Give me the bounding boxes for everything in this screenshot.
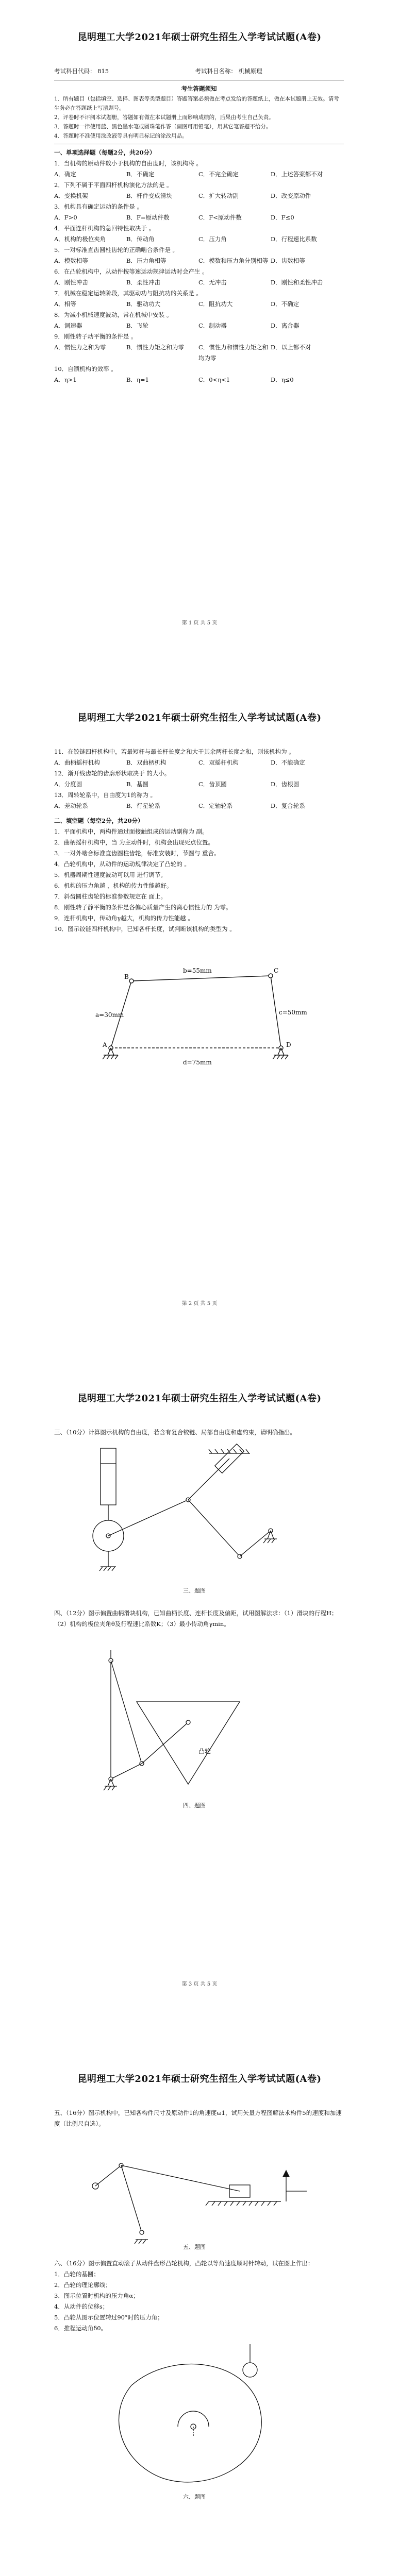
notices-list: 1．所有题目（包括填空、选择、图表等类型题目）答题答案必须做在考点发给的答题纸上，做在本试题册上无效。请考生务必在答题纸上写清题号。 2．评卷时不评阅本试题册，答题如有做在本试题册上而影响成绩的，后果由考生自己负责。 3．答题时一律使用蓝、黑色墨水笔或圆珠笔作答（画图可用铅笔），用其它笔答题不给分。 4．答题时不准使用涂改液等具有明显标记的涂改用品。 [54, 96, 339, 139]
question-6: 六、（16分）图示偏置直动滚子从动件盘形凸轮机构，凸轮以等角速度顺时针转动，试在图上作出： [54, 2260, 314, 2267]
page-4 [0, 2042, 399, 2576]
fill-item: 4．凸轮机构中，从动件的运动规律决定了凸轮的 。 [54, 860, 190, 868]
fill-item: 9．连杆机构中，传动角γ越大，机构的传力性能越 。 [54, 914, 194, 922]
fill-item: 6．机构的压力角越 ，机构的传力性能越好。 [54, 882, 173, 889]
question-5: 五、（16分）图示机构中，已知各构件尺寸及原动件1的角速度ω1，试用矢量方程图解法求构件5的速度和加速度（比例尺自选）。 [54, 2109, 342, 2127]
question: 2．下列不属于平面四杆机构演化方法的是 。 A．变换机架 B．杆件变成滑块 C．扩大转动副 D．改变原动件 [54, 181, 311, 199]
slider-crank-figure [54, 1630, 344, 1815]
figure-note: 凸轮 [198, 1748, 211, 1755]
question: 3．机构具有确定运动的条件是 。 A．F>0 B．F=原动件数 C．F<原动件数 D．F≤0 [54, 203, 294, 221]
link-length-b: b=55mm [183, 967, 212, 974]
fill-item: 8．刚性转子静平衡的条件是各偏心质量产生的离心惯性力的 为零。 [54, 904, 232, 911]
fill-item: 10．图示铰链四杆机构中，已知各杆长度，试判断该机构的类型为 。 [54, 925, 236, 933]
question: 10．自锁机构的效率 。 A．η>1 B．η=1 C．0<η<1 D．η≤0 [54, 365, 294, 383]
link-length-a: a=30mm [95, 1011, 124, 1019]
page-title: 昆明理工大学2021年硕士研究生招生入学考试试题(A卷) [77, 2074, 322, 2084]
notice-title: 考生答题须知 [181, 85, 217, 92]
fill-item: 5．机器周期性速度波动可以用 进行调节。 [54, 871, 167, 878]
figure-caption: 六、题图 [183, 2494, 206, 2500]
fill-item: 3．一对外啮合标准直齿圆柱齿轮，标准安装时，节圆与 重合。 [54, 850, 220, 857]
page-title: 昆明理工大学2021年硕士研究生招生入学考试试题(A卷) [77, 713, 322, 723]
list-item: 2．凸轮的理论廓线； [54, 2281, 111, 2289]
figure-caption: 五、题图 [183, 2244, 206, 2250]
fill-item: 1．平面机构中，两构件通过面接触组成的运动副称为 副。 [54, 828, 208, 835]
question: 8．为减小机械速度波动，常在机械中安装 。 A．调速器 B．飞轮 C．制动器 D．离合器 [54, 311, 300, 329]
question-4: 四、（12分）图示偏置曲柄滑块机构，已知曲柄长度、连杆长度及偏距，试用图解法求：（1）滑块的行程H；（2）机构的极位夹角θ及行程速比系数K；（3）最小传动角γmin。 [54, 1609, 338, 1628]
list-item: 1．凸轮的基圆； [54, 2270, 99, 2278]
page-title: 昆明理工大学2021年硕士研究生招生入学考试试题(A卷) [77, 32, 322, 43]
page-footer: 第 1 页 共 5 页 [181, 620, 218, 626]
list-item: 5．凸轮从图示位置转过90°时的压力角； [54, 2314, 163, 2321]
section-title: 二、填空题（每空2分，共20分） [54, 817, 144, 824]
figure-caption: 三、题图 [183, 1587, 206, 1594]
link-length-d: d=75mm [183, 1059, 212, 1066]
fill-item: 7．斜齿圆柱齿轮的标准参数规定在 面上。 [54, 893, 167, 900]
cam-figure [54, 2339, 344, 2504]
joint-label-b: B [124, 973, 129, 980]
page-1-content [54, 56, 344, 385]
question: 6．在凸轮机构中，从动件按等速运动规律运动时会产生 。 A．刚性冲击 B．柔性冲击 C．无冲击 D．刚性和柔性冲击 [54, 268, 323, 286]
joint-label-d: D [286, 1041, 291, 1048]
velocity-analysis-figure [54, 2129, 344, 2253]
page-2 [0, 681, 399, 1361]
question: 12．渐开线齿轮的齿廓形状取决于 的大小。 A．分度圆 B．基圆 C．齿顶圆 D．齿根圆 [54, 770, 300, 788]
page-4-content [54, 2097, 344, 2504]
question: 9．刚性转子动平衡的条件是 。 A．惯性力之和为零 B．惯性力矩之和为零 C．惯性力和惯性力矩之和均为零 D．以上都不对 [54, 333, 311, 362]
figure-caption: 四、题图 [183, 1802, 206, 1809]
four-bar-linkage-figure [54, 945, 344, 1069]
question: 1．当机构的原动件数小于机构的自由度时，该机构将 。 A．确定 B．不确定 C．不完全确定 D．上述答案都不对 [54, 160, 323, 178]
page-1 [0, 0, 399, 680]
question: 13．周转轮系中，自由度为1的称为 。 A．差动轮系 B．行星轮系 C．定轴轮系 D．复合轮系 [54, 791, 305, 809]
page-3-content [54, 1417, 344, 1815]
list-item: 6．推程运动角δ0。 [54, 2325, 107, 2332]
fill-item: 2．曲柄摇杆机构中，当 为主动件时，机构会出现死点位置。 [54, 839, 214, 846]
question: 7．机械在稳定运转阶段，其驱动功与阻抗功的关系是 。 A．相等 B．驱动功大 C．阻抗功大 D．不确定 [54, 290, 300, 308]
question: 11．在铰链四杆机构中，若最短杆与最长杆长度之和大于其余两杆长度之和，则该机构为 。 A．曲柄摇杆机构 B．双曲柄机构 C．双摇杆机构 D．不能确定 [54, 748, 305, 766]
page-footer: 第 3 页 共 5 页 [181, 1981, 218, 1987]
mechanism-dof-figure [54, 1438, 344, 1603]
list-item: 4．从动件的位移s； [54, 2303, 109, 2310]
page-3 [0, 1361, 399, 2041]
page-2-content [54, 736, 344, 1069]
link-length-c: c=50mm [279, 1009, 307, 1016]
list-item: 3．图示位置时机构的压力角α； [54, 2292, 139, 2299]
exam-meta: 考试科目代码： 815 考试科目名称： 机械原理 [54, 67, 262, 75]
question-3: 三、（10分）计算图示机构的自由度，若含有复合铰链、局部自由度和虚约束，请明确指出。 [54, 1429, 296, 1436]
page-title: 昆明理工大学2021年硕士研究生招生入学考试试题(A卷) [77, 1393, 322, 1404]
question: 5．一对标准直齿圆柱齿轮的正确啮合条件是 。 A．模数相等 B．压力角相等 C．模数和压力角分别相等 D．齿数相等 [54, 246, 305, 264]
joint-label-c: C [274, 967, 279, 974]
section-title: 一、单项选择题（每题2分，共20分） [54, 149, 156, 156]
joint-label-a: A [103, 1041, 107, 1048]
question: 4．平面连杆机构的急回特性取决于 。 A．机构的极位夹角 B．传动角 C．压力角 D．行程速比系数 [54, 225, 317, 243]
page-footer: 第 2 页 共 5 页 [181, 1301, 218, 1307]
